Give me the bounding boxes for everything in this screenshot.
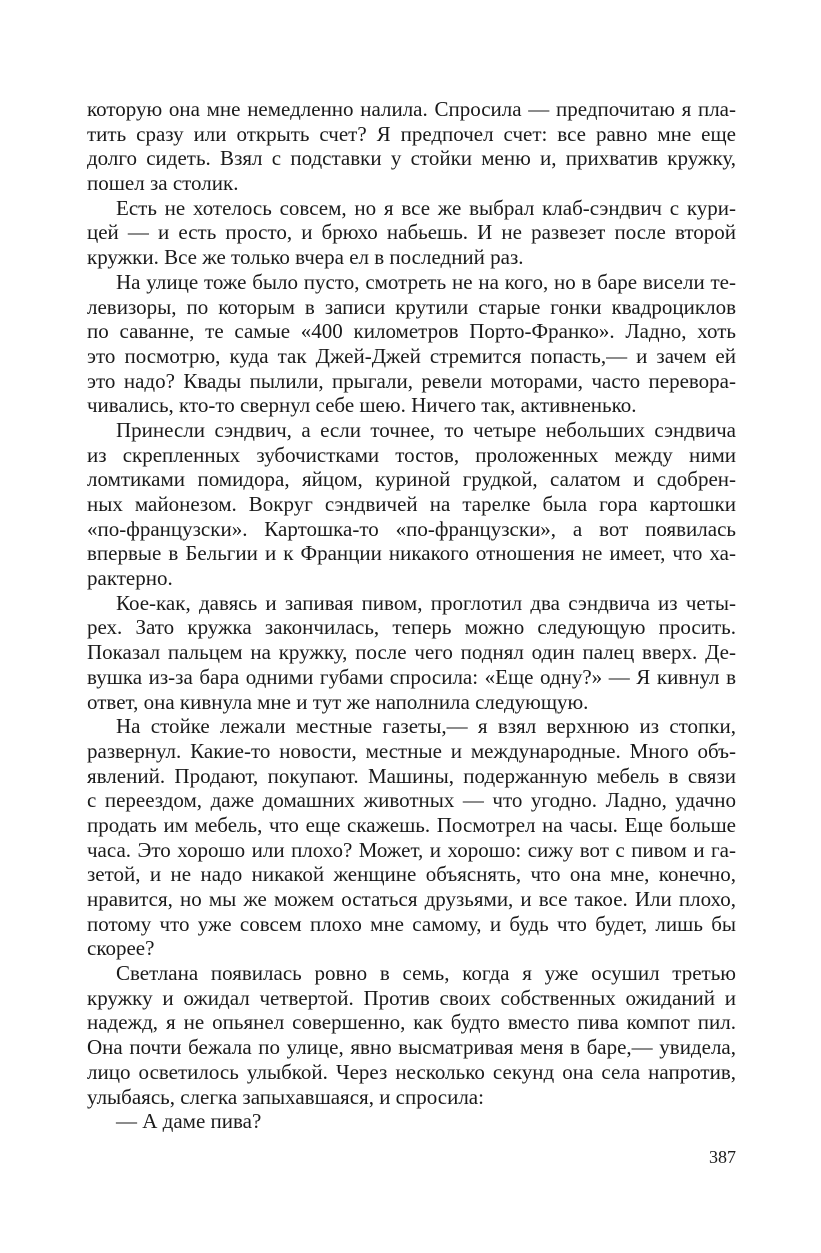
text-line: потому что уже совсем плохо мне самому, и будь что будет, лишь бы <box>87 911 736 936</box>
text-line: рактерно. <box>87 566 173 591</box>
text-line: тить сразу или открыть счет? Я предпочел счет: все равно мне еще <box>87 121 736 146</box>
text-line: развернул. Какие-то новости, местные и международные. Много объ- <box>87 738 736 763</box>
text-line: пошел за столик. <box>87 171 239 196</box>
text-line: кружки. Все же только вчера ел в последний раз. <box>87 245 524 270</box>
text-line: ломтиками помидора, яйцом, куриной грудкой, салатом и сдобрен- <box>87 467 736 492</box>
text-line: Показал пальцем на кружку, после чего поднял один палец вверх. Де- <box>87 640 736 665</box>
text-line: нравится, но мы же можем остаться друзьями, и все такое. Или плохо, <box>87 887 736 911</box>
text-line: явлений. Продают, покупают. Машины, подержанную мебель в связи <box>87 763 736 788</box>
text-line: улыбаясь, слегка запыхавшаяся, и спросила: <box>87 1084 484 1109</box>
text-line: впервые в Бельгии и к Франции никакого отношения не имеет, что ха- <box>87 541 736 566</box>
text-line: «по-французски». Картошка-то «по-французски», а вот появилась <box>87 516 736 541</box>
page-number: 387 <box>709 1147 736 1167</box>
text-line: рех. Зато кружка закончилась, теперь можно следующую просить. <box>87 615 736 640</box>
text-line: с переездом, даже домашних животных — что угодно. Ладно, удачно <box>87 788 736 813</box>
paragraph-first-line: Принесли сэндвич, а если точнее, то четыре небольших сэндвича <box>116 417 736 442</box>
text-line: продать им мебель, что еще скажешь. Посмотрел на часы. Еще больше <box>87 812 736 837</box>
text-line: зетой, и не надо никакой женщине объяснять, что она мне, конечно, <box>87 862 736 887</box>
text-line: кружку и ожидал четвертой. Против своих собственных ожиданий и <box>87 985 736 1010</box>
body-text <box>87 97 736 1134</box>
text-line: по саванне, те самые «400 километров Порто-Франко». Ладно, хоть <box>87 319 736 344</box>
paragraph-first-line: Кое-как, давясь и запивая пивом, проглотил два сэндвича из четы- <box>116 590 736 615</box>
paragraph-first-line: На стойке лежали местные газеты,— я взял верхнюю из стопки, <box>116 714 736 739</box>
text-line: левизоры, по которым в записи крутили старые гонки квадроциклов <box>87 294 736 319</box>
dialogue-line: — А даме пива? <box>116 1109 262 1134</box>
text-line: вушка из-за бара одними губами спросила: «Еще одну?» — Я кивнул в <box>87 664 736 689</box>
text-line: ных майонезом. Вокруг сэндвичей на тарелке была гора картошки <box>87 492 736 516</box>
text-line: которую она мне немедленно налила. Спросила — предпочитаю я пла- <box>87 97 736 121</box>
text-line: цей — и есть просто, и брюхо набьешь. И не развезет после второй <box>87 220 736 245</box>
text-line: это посмотрю, куда так Джей-Джей стремится попасть,— и зачем ей <box>87 343 736 368</box>
paragraph-first-line: Светлана появилась ровно в семь, когда я уже осушил третью <box>116 961 736 986</box>
text-line: скорее? <box>87 936 155 961</box>
text-line: часа. Это хорошо или плохо? Может, и хорошо: сижу вот с пивом и га- <box>87 837 736 862</box>
paragraph-first-line: На улице тоже было пусто, смотреть не на кого, но в баре висели те- <box>116 269 736 294</box>
text-line: лицо осветилось улыбкой. Через несколько секунд она села напротив, <box>87 1059 736 1084</box>
text-line: надежд, я не опьянел совершенно, как будто вместо пива компот пил. <box>87 1010 736 1035</box>
text-line: чивались, кто-то свернул себе шею. Ничего так, активненько. <box>87 393 637 418</box>
paragraph-first-line: Есть не хотелось совсем, но я все же выбрал клаб-сэндвич с кури- <box>116 195 736 220</box>
text-line: это надо? Квады пылили, прыгали, ревели моторами, часто перевора- <box>87 368 736 393</box>
text-line: из скрепленных зубочистками тостов, проложенных между ними <box>87 442 736 467</box>
text-line: ответ, она кивнула мне и тут же наполнила следующую. <box>87 689 589 714</box>
text-line: Она почти бежала по улице, явно высматривая меня в баре,— увидела, <box>87 1035 736 1060</box>
text-line: долго сидеть. Взял с подставки у стойки меню и, прихватив кружку, <box>87 146 736 171</box>
